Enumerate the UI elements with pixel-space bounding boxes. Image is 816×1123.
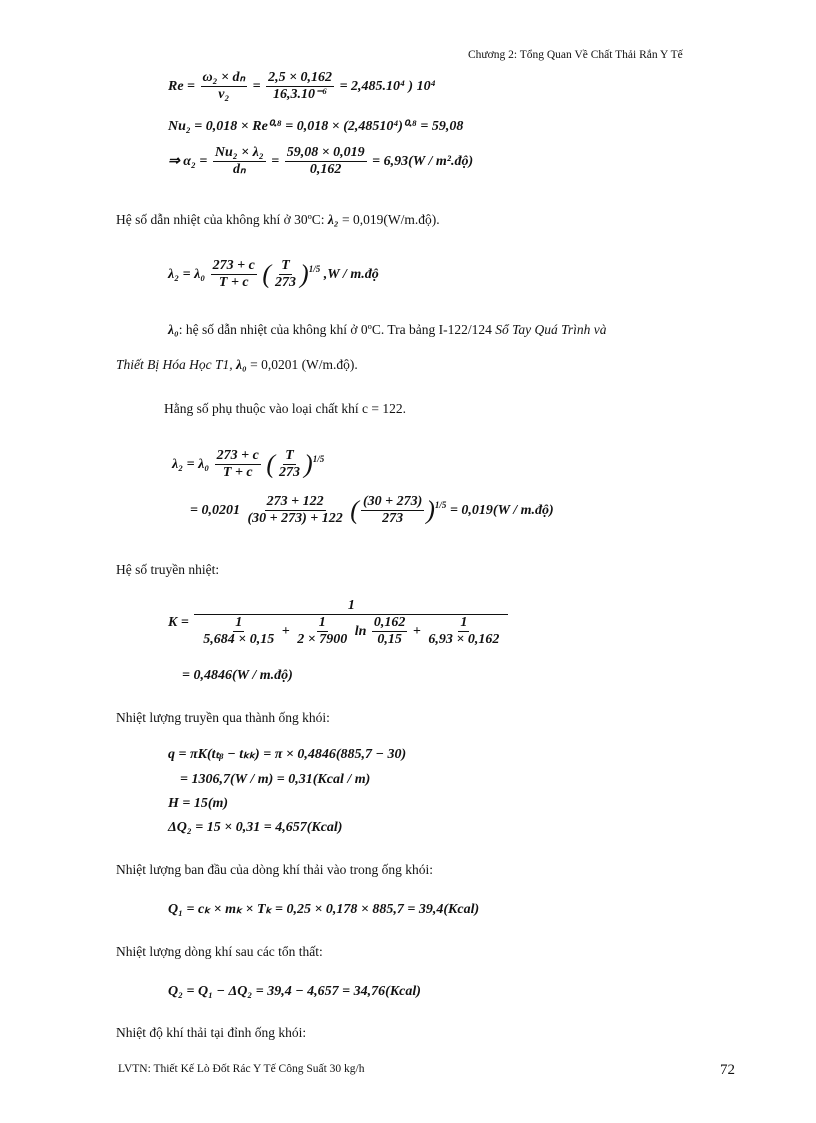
reynolds-equation: Re = $\frac{\text{ω₂ × dₙ}}{\text{ν₂}}$ = $\frac{2,5 \times 0,162}{\text{16,3.10⁻⁶}}$ = 2,485.10⁴ ) 10⁴ [168, 70, 436, 103]
paragraph-exhaust-temperature: Nhiệt độ khí thải tại đỉnh ống khói: [116, 1025, 307, 1040]
running-footer: LVTN: Thiết Kế Lò Đốt Rác Y Tế Công Suất 30 kg/h [118, 1063, 365, 1075]
q-equation-line1: q = πK(tₜᵦ − tₖₖ) = π × 0,4846(885,7 − 30) [168, 747, 407, 762]
k-equation: K = 1 $\frac{1}{5,684 \times 0,15}$ + $\frac{1}{2 \times 7900}$ ln $\frac{0,162}{0,15}$ + $\frac{1}{6,93 \times 0,162}$ [168, 598, 510, 648]
paragraph-heat-through-chimney: Nhiệt lượng truyền qua thành ống khói: [116, 710, 330, 725]
height-equation: H = 15(m) [168, 796, 229, 811]
paragraph-lambda0-line1: λ₀: hệ số dẫn nhiệt của không khí ở 0ºC. Tra bảng I-122/124 Sổ Tay Quá Trình và [168, 322, 607, 337]
q1-equation: Q₁ = cₖ × mₖ × Tₖ = 0,25 × 0,178 × 885,7 = 39,4(Kcal) [168, 902, 480, 917]
lambda2-formula-line1: λ₂ = λ₀ $\frac{273 + c}{T + c}$ ( $\frac{T}{273}$ )$^{1/5}$ [172, 448, 325, 481]
paragraph-constant-c: Hằng số phụ thuộc vào loại chất khí c = 122. [164, 401, 406, 416]
nusselt-equation: Nu₂ = 0,018 × Re⁰·⁸ = 0,018 × (2,48510⁴)⁰·⁸ = 59,08 [168, 119, 464, 134]
paragraph-thermal-conductivity: Hệ số dẫn nhiệt của không khí ở 30ºC: λ₂ = 0,019(W/m.độ). [116, 212, 440, 227]
k-result: = 0,4846(W / m.độ) [182, 668, 293, 683]
paragraph-initial-heat: Nhiệt lượng ban đầu của dòng khí thải vào trong ống khói: [116, 862, 434, 877]
page-number: 72 [720, 1062, 735, 1078]
q-equation-line2: = 1306,7(W / m) = 0,31(Kcal / m) [180, 772, 371, 787]
lambda-formula: λ₂ = λ₀ $\frac{273 + c}{T + c}$ ( $\frac{T}{273}$ )$^{1/5}$ ,W / m.độ [168, 258, 379, 291]
alpha-equation: ⇒ α₂ = $\frac{\text{Nu₂ × λ₂}}{\text{dₙ}}$ = $\frac{59,08 \times 0,019}{0,162}$ = 6,93(W / m².độ) [168, 145, 474, 178]
paragraph-lambda0-line2: Thiết Bị Hóa Học T1, λ₀ = 0,0201 (W/m.độ). [116, 357, 358, 372]
paragraph-heat-transfer-coefficient: Hệ số truyền nhiệt: [116, 562, 220, 577]
running-header: Chương 2: Tổng Quan Về Chất Thải Rắn Y Tế [468, 49, 683, 61]
lambda2-formula-line2: = 0,0201 $\frac{273 + 122}{(30 + 273) + 122}$ ( $\frac{(30 + 273)}{273}$ )$^{1/5}$ = 0,019(W / m.độ) [190, 494, 554, 527]
q2-equation: Q₂ = Q₁ − ΔQ₂ = 39,4 − 4,657 = 34,76(Kcal) [168, 984, 421, 999]
delta-q2-equation: ΔQ₂ = 15 × 0,31 = 4,657(Kcal) [168, 820, 343, 835]
paragraph-heat-after-losses: Nhiệt lượng dòng khí sau các tổn thất: [116, 944, 323, 959]
